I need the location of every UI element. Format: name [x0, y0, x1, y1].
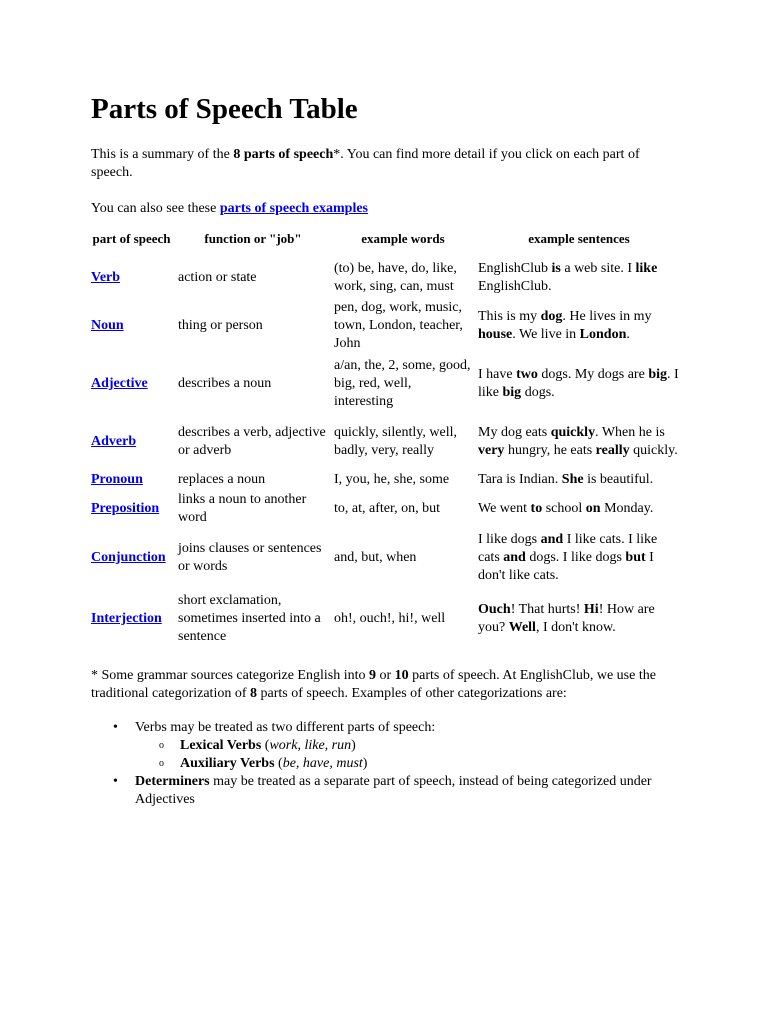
- words-cell: quickly, silently, well, badly, very, really: [334, 425, 457, 458]
- intro-text: This is a summary of the: [91, 147, 234, 162]
- intro-text-end: *. You can find more detail if you click on each part of speech.: [91, 147, 640, 180]
- sentence-cell: EnglishClub is a web site. I like EnglishClub.: [478, 261, 658, 294]
- words-cell: and, but, when: [334, 550, 417, 565]
- sentence-cell: I like dogs and I like cats. I like cats and dogs. I like dogs but I don't like cats.: [478, 532, 658, 583]
- sentence-cell: This is my dog. He lives in my house. We live in London.: [478, 309, 652, 342]
- table-row: [88, 588, 683, 650]
- function-cell: describes a verb, adjective or adverb: [178, 425, 326, 458]
- adverb-link[interactable]: Adverb: [91, 434, 137, 449]
- also-see-paragraph: [91, 200, 368, 218]
- preposition-link[interactable]: Preposition: [91, 501, 160, 516]
- table-row: [88, 354, 683, 414]
- function-cell: replaces a noun: [178, 472, 266, 487]
- function-cell: describes a noun: [178, 376, 272, 391]
- function-cell: joins clauses or sentences or words: [178, 541, 322, 574]
- function-cell: short exclamation, sometimes inserted into a sentence: [178, 593, 321, 644]
- intro-bold: 8 parts of speech: [233, 147, 334, 162]
- sentence-cell: Tara is Indian. She is beautiful.: [478, 472, 654, 487]
- table-row: [88, 414, 683, 470]
- words-cell: to, at, after, on, but: [334, 501, 440, 516]
- examples-link[interactable]: parts of speech examples: [219, 201, 368, 216]
- interjection-link[interactable]: Interjection: [91, 611, 162, 626]
- verbs-item-text: Verbs may be treated as two different parts of speech:: [135, 720, 436, 735]
- parts-of-speech-table: [88, 220, 683, 650]
- verb-types-sublist: [135, 737, 681, 773]
- sentence-cell: Ouch! That hurts! Hi! How are you? Well, I don't know.: [478, 602, 655, 635]
- adjective-link[interactable]: Adjective: [91, 376, 148, 391]
- footnote-paragraph: * Some grammar sources categorize English into 9 or 10 parts of speech. At EnglishClub, we use the traditional categorization of 8 parts of speech. Examples of other categorizations are:: [91, 668, 656, 701]
- table-row: [88, 470, 683, 490]
- conjunction-link[interactable]: Conjunction: [91, 550, 166, 565]
- words-cell: pen, dog, work, music, town, London, teacher, John: [334, 300, 463, 351]
- table-row: [88, 258, 683, 298]
- table-row: [88, 490, 683, 528]
- list-item: • Determiners may be treated as a separate part of speech, instead of being categorized under Adjectives: [135, 773, 681, 809]
- header-part: part of speech: [92, 231, 171, 246]
- verb-link[interactable]: Verb: [91, 270, 121, 285]
- table-header-row: [88, 220, 683, 258]
- sentence-cell: I have two dogs. My dogs are big. I like big dogs.: [478, 367, 679, 400]
- also-see-text: You can also see these: [91, 201, 220, 216]
- table-row: [88, 528, 683, 588]
- header-function: function or "job": [204, 231, 302, 246]
- words-cell: (to) be, have, do, like, work, sing, can, must: [334, 261, 457, 294]
- categorization-list: [135, 719, 681, 809]
- function-cell: action or state: [178, 270, 257, 285]
- list-item: o Auxiliary Verbs (be, have, must): [180, 755, 681, 773]
- intro-paragraph: [91, 146, 676, 182]
- list-item: o Lexical Verbs (work, like, run): [180, 737, 681, 755]
- function-cell: links a noun to another word: [178, 492, 307, 525]
- list-item: [135, 719, 681, 773]
- words-cell: I, you, he, she, some: [334, 472, 450, 487]
- header-words: example words: [361, 231, 445, 246]
- noun-link[interactable]: Noun: [91, 318, 124, 333]
- words-cell: oh!, ouch!, hi!, well: [334, 611, 446, 626]
- pronoun-link[interactable]: Pronoun: [91, 472, 143, 487]
- table-row: [88, 298, 683, 354]
- function-cell: thing or person: [178, 318, 263, 333]
- header-sentences: example sentences: [528, 231, 630, 246]
- words-cell: a/an, the, 2, some, good, big, red, well, interesting: [334, 358, 471, 409]
- sentence-cell: My dog eats quickly. When he is very hungry, he eats really quickly.: [478, 425, 678, 458]
- page-title: Parts of Speech Table: [91, 93, 358, 125]
- sentence-cell: We went to school on Monday.: [478, 501, 654, 516]
